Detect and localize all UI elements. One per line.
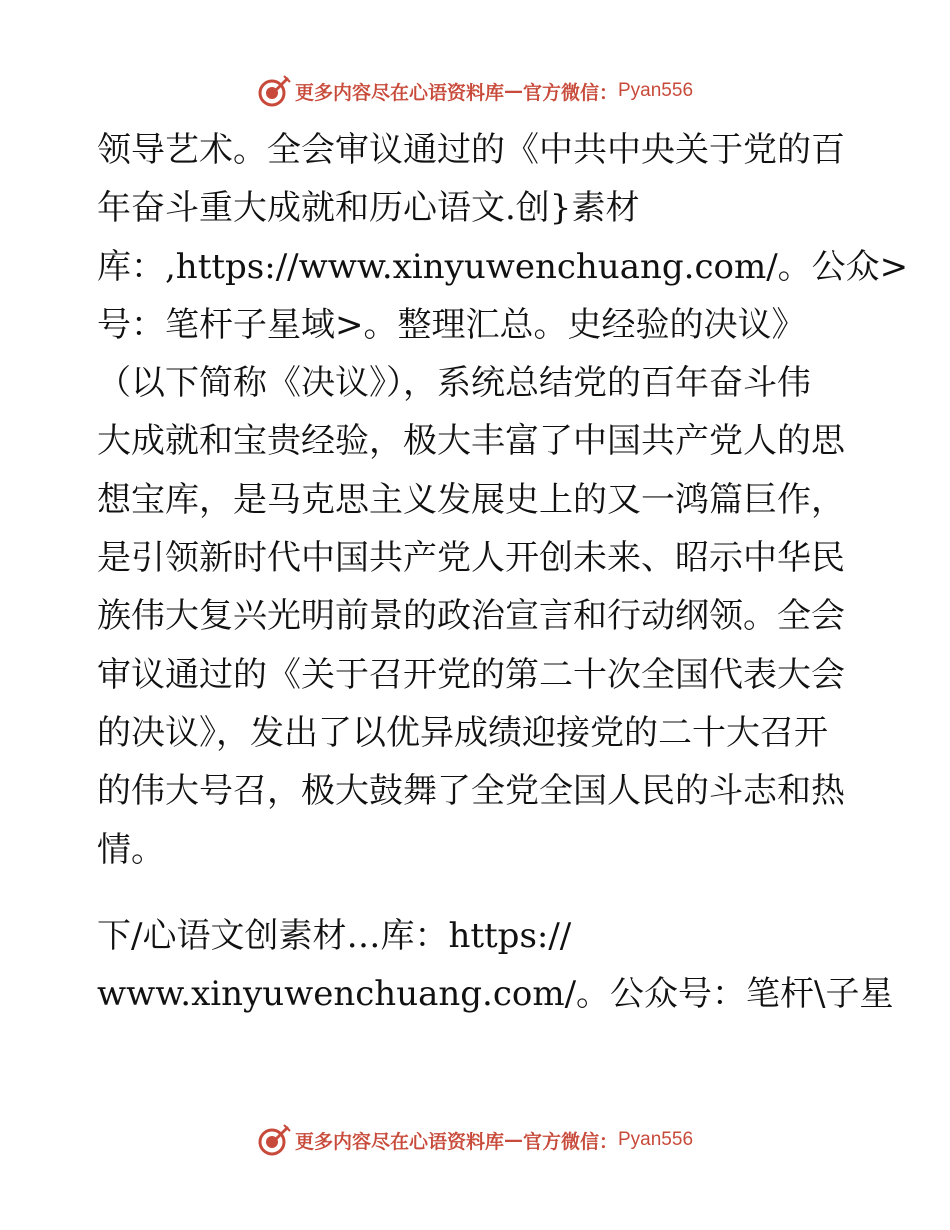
watermark-main-text: 更多内容尽在心语资料库 — [294, 1130, 504, 1153]
text-line: 族伟大复兴光明前景的政治宣言和行动纲领。全会 — [97, 596, 845, 637]
watermark-side-text: 官方微信： — [522, 1130, 618, 1153]
watermark-main-text: 更多内容尽在心语资料库 — [294, 81, 504, 104]
pen-logo-icon — [257, 74, 291, 108]
text-line: 下/心语文创素材…库：https:// — [97, 915, 572, 956]
text-line: 的决议》，发出了以优异成绩迎接党的二十大召开 — [97, 712, 828, 753]
paragraph-2 — [97, 907, 894, 1024]
text-line: 号：笔杆子星域>。整理汇总。史经验的决议》 — [97, 304, 806, 345]
text-line: 情。 — [97, 829, 165, 870]
watermark-separator: — — [503, 80, 523, 102]
text-line: 的伟大号召，极大鼓舞了全党全国人民的斗志和热 — [97, 771, 845, 812]
text-line: 是引领新时代中国共产党人开创未来、昭示中华民 — [97, 538, 845, 579]
watermark-side-text: 官方微信： — [522, 81, 618, 104]
watermark-wechat-id: Pyan556 — [618, 80, 694, 101]
document-body — [97, 121, 909, 1023]
text-line: 想宝库，是马克思主义发展史上的又一鸿篇巨作， — [97, 479, 845, 520]
text-line: （以下简称《决议》），系统总结党的百年奋斗伟 — [97, 363, 811, 404]
text-line: 大成就和宝贵经验，极大丰富了中国共产党人的思 — [97, 421, 845, 462]
text-line: 年奋斗重大成就和历心语文.创}素材 — [97, 188, 640, 229]
watermark-footer — [0, 1120, 950, 1160]
pen-logo-icon — [257, 1123, 291, 1157]
paragraph-1 — [97, 121, 909, 879]
watermark-header — [0, 71, 950, 111]
text-line: 审议通过的《关于召开党的第二十次全国代表大会 — [97, 654, 845, 695]
text-line: www.xinyuwenchuang.com/。公众号：笔杆\子星 — [97, 974, 894, 1015]
text-line: 库：,https://www.xinyuwenchuang.com/。公众> — [97, 246, 909, 287]
watermark-wechat-id: Pyan556 — [618, 1129, 694, 1150]
watermark-separator: — — [503, 1129, 523, 1151]
text-line: 领导艺术。全会审议通过的《中共中央关于党的百 — [97, 130, 845, 170]
